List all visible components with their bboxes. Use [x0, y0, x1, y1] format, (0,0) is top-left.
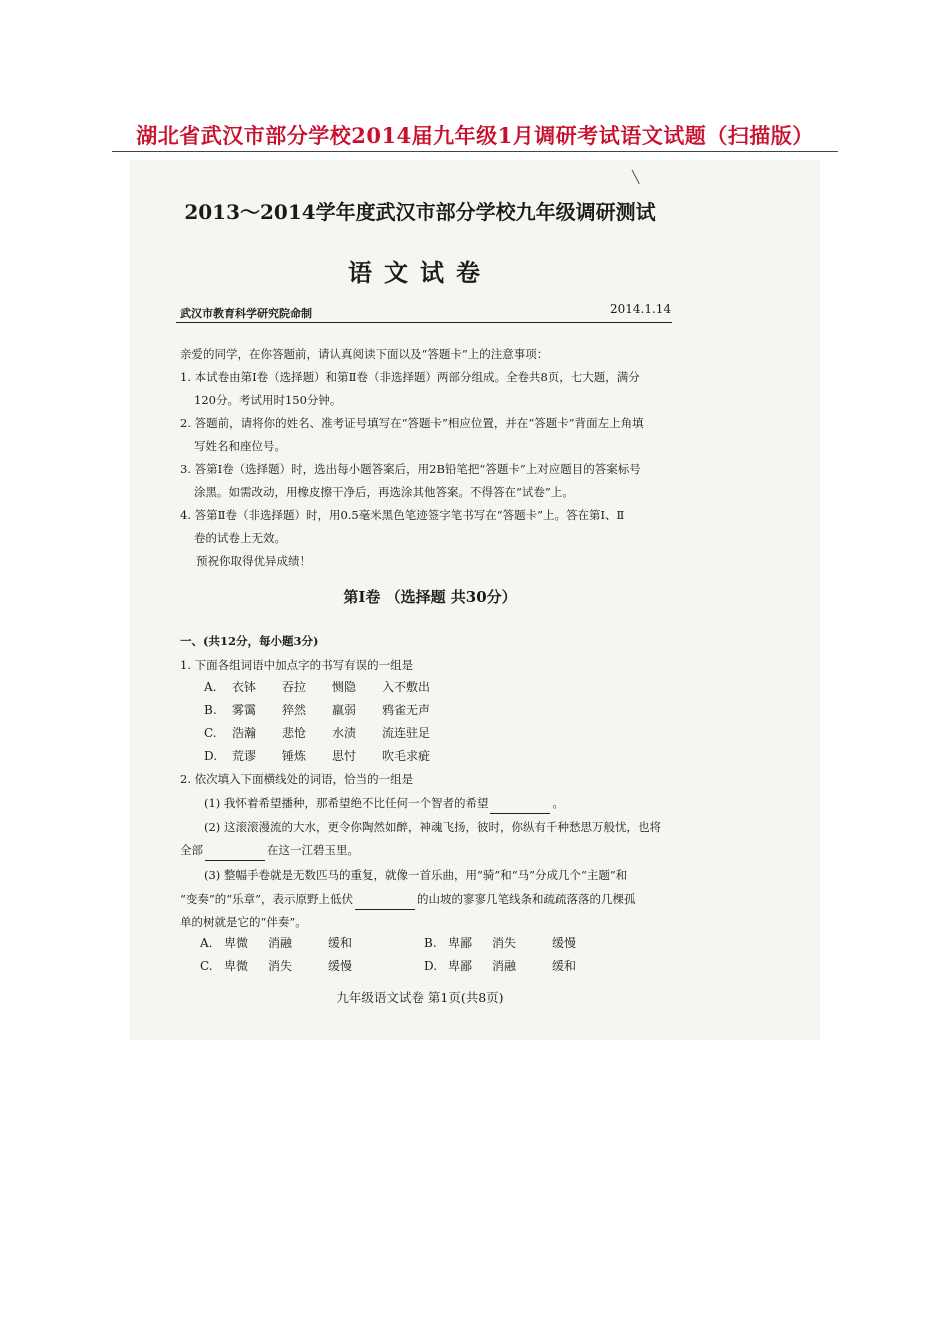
- issuer: 武汉市教育科学研究院命制: [180, 307, 312, 320]
- option-letter: D.: [204, 749, 218, 763]
- answer-letter: C.: [200, 959, 213, 973]
- option-word: 浩瀚: [232, 726, 257, 740]
- sentence-text: 在这一江碧玉里。: [267, 843, 359, 857]
- option-word: 猝然: [282, 703, 307, 717]
- option-row: [204, 745, 452, 767]
- sentence-line: [180, 839, 690, 861]
- page-footer: 九年级语文试卷 第1页(共8页): [336, 990, 504, 1005]
- option-word: 入不敷出: [382, 680, 431, 694]
- notice-line: 亲爱的同学，在你答题前，请认真阅读下面以及“答题卡”上的注意事项：: [180, 347, 549, 361]
- sentence-text: (1) 我怀着希望播种，那希望绝不比任何一个智者的希望: [204, 796, 489, 810]
- answer-letter: B.: [424, 936, 437, 950]
- header-rule: [176, 322, 672, 323]
- section-heading: 第Ⅰ卷 （选择题 共30分）: [343, 588, 517, 606]
- answer-word: 卑鄙: [448, 936, 473, 950]
- part-heading: 一、(共12分，每小题3分): [180, 634, 319, 648]
- question-stem: 1. 下面各组词语中加点字的书写有误的一组是: [180, 658, 414, 672]
- option-letter: B.: [204, 703, 217, 717]
- option-row: [204, 699, 452, 721]
- notice-line: 1. 本试卷由第Ⅰ卷（选择题）和第Ⅱ卷（非选择题）两部分组成。全卷共8页，七大题，满分: [180, 370, 640, 384]
- sentence-line: [204, 792, 714, 814]
- answer-letter: A.: [200, 936, 213, 950]
- scan-speck: ╲: [632, 170, 640, 184]
- sentence-text: 。: [552, 796, 564, 810]
- option-word: 水渍: [332, 726, 357, 740]
- notice-line: 涂黑。如需改动，用橡皮擦干净后，再选涂其他答案。不得答在“试卷”上。: [194, 485, 574, 499]
- answer-word: 卑鄙: [448, 959, 473, 973]
- option-word: 荒谬: [232, 749, 257, 763]
- option-word: 锤炼: [282, 749, 307, 763]
- option-word: 恻隐: [332, 680, 357, 694]
- notice-line: 120分。考试用时150分钟。: [194, 393, 342, 407]
- fill-blank: [490, 800, 550, 814]
- option-word: 鸦雀无声: [382, 703, 431, 717]
- option-word: 衣钵: [232, 680, 257, 694]
- option-letter: C.: [204, 726, 217, 740]
- answer-row: [200, 932, 596, 954]
- answer-row: [200, 955, 596, 977]
- option-word: 吞拉: [282, 680, 307, 694]
- fill-blank: [355, 896, 415, 910]
- answer-word: 卑微: [224, 959, 249, 973]
- sentence-line: (2) 这滚滚漫流的大水，更令你陶然如醉，神魂飞扬，彼时，你纵有千种愁思万般忧，也将: [204, 820, 661, 834]
- notice-line: 2. 答题前，请将你的姓名、准考证号填写在“答题卡”相应位置，并在“答题卡”背面左上角填: [180, 416, 644, 430]
- answer-word: 卑微: [224, 936, 249, 950]
- answer-word: 消失: [268, 959, 293, 973]
- question-stem: 2. 依次填入下面横线处的词语，恰当的一组是: [180, 772, 414, 786]
- sentence-text: 全部: [180, 843, 203, 857]
- answer-letter: D.: [424, 959, 438, 973]
- option-word: 羸弱: [332, 703, 357, 717]
- issue-date: 2014.1.14: [610, 302, 672, 316]
- option-letter: A.: [204, 680, 217, 694]
- answer-word: 消融: [268, 936, 293, 950]
- document-title: 湖北省武汉市部分学校2014届九年级1月调研考试语文试题（扫描版）: [136, 123, 814, 148]
- answer-word: 缓慢: [552, 936, 577, 950]
- answer-word: 缓慢: [328, 959, 353, 973]
- paper-subject: 语文试卷: [348, 258, 492, 287]
- answer-word: 消失: [492, 936, 517, 950]
- answer-word: 缓和: [328, 936, 353, 950]
- notice-line: 3. 答第Ⅰ卷（选择题）时，选出每小题答案后，用2B铅笔把“答题卡”上对应题目的答案标号: [180, 462, 641, 476]
- option-row: [204, 676, 452, 698]
- exam-heading: 2013～2014学年度武汉市部分学校九年级调研测试: [184, 200, 656, 224]
- sentence-line: [180, 888, 690, 910]
- sentence-line: (3) 整幅手卷就是无数匹马的重复，就像一首乐曲，用“骑”和“马”分成几个“主题”和: [204, 868, 628, 882]
- sentence-line: 单的树就是它的“伴奏”。: [180, 915, 307, 929]
- notice-line: 预祝你取得优异成绩！: [196, 554, 311, 568]
- notice-line: 4. 答第Ⅱ卷（非选择题）时，用0.5毫米黑色笔迹签字笔书写在“答题卡”上。答在第Ⅰ、Ⅱ: [180, 508, 625, 522]
- option-word: 思忖: [332, 749, 357, 763]
- sentence-text: “变奏”的“乐章”，表示原野上低伏: [180, 892, 354, 906]
- option-word: 流连驻足: [382, 726, 431, 740]
- option-word: 雾霭: [232, 703, 257, 717]
- sentence-text: 的山坡的寥寥几笔线条和疏疏落落的几棵孤: [417, 892, 636, 906]
- notice-line: 卷的试卷上无效。: [194, 531, 286, 545]
- answer-word: 消融: [492, 959, 517, 973]
- notice-line: 写姓名和座位号。: [194, 439, 286, 453]
- option-word: 悲怆: [282, 726, 307, 740]
- option-row: [204, 722, 452, 744]
- title-underline: [112, 151, 838, 152]
- fill-blank: [205, 847, 265, 861]
- option-word: 吹毛求疵: [382, 749, 431, 763]
- answer-word: 缓和: [552, 959, 577, 973]
